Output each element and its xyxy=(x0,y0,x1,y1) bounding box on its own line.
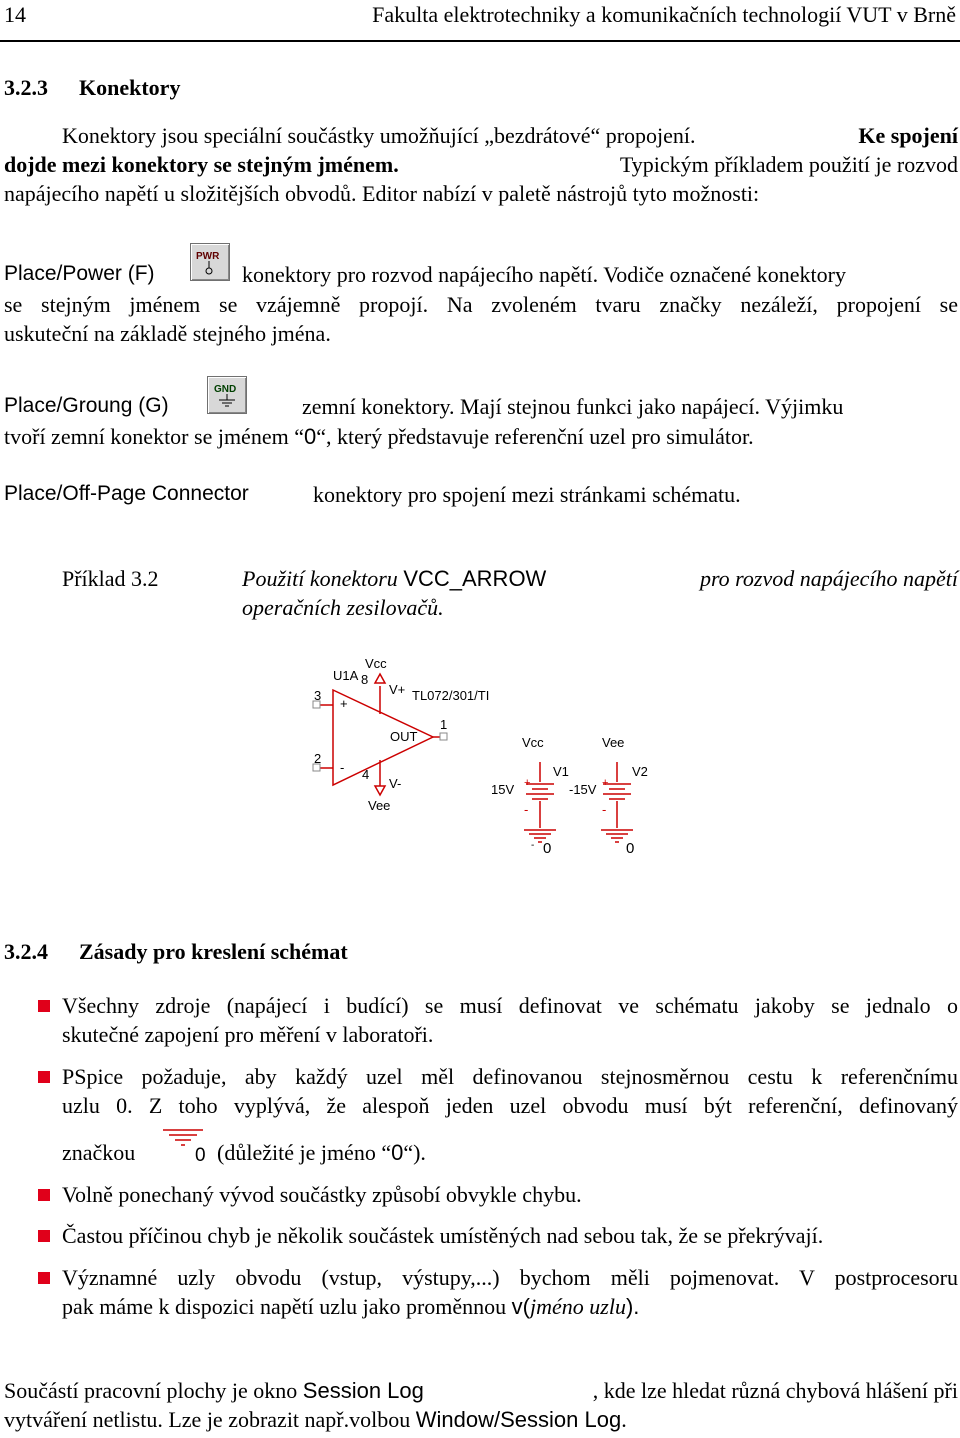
bold-span: Ke spojení xyxy=(858,123,958,148)
ground-symbol-label: 0 xyxy=(195,1145,206,1166)
bullet-text: Volně ponechaný vývod součástky způsobí obvykle chybu. xyxy=(62,1182,582,1207)
ground-tool-button[interactable] xyxy=(207,376,247,414)
src1-plus: + xyxy=(524,777,531,789)
minus-input-label: - xyxy=(340,760,345,775)
opamp-name: U1A xyxy=(333,668,359,683)
src2-minus: - xyxy=(602,802,607,817)
text-span: Typickým příkladem použití je rozvod xyxy=(619,152,958,177)
ground-text-line2 xyxy=(4,423,958,451)
ground2-label: 0 xyxy=(626,840,635,857)
code-span: v( xyxy=(511,1294,530,1319)
plus-input-label: + xyxy=(340,696,348,711)
text-span: , kde lze hledat různá chybová hlášení při xyxy=(592,1378,958,1403)
ground-icon-text: GND xyxy=(214,384,237,395)
vminus-label: V- xyxy=(389,776,402,791)
vee-bottom-label: Vee xyxy=(368,798,391,813)
pin-3-label: 3 xyxy=(314,688,322,703)
power-icon-text: PWR xyxy=(196,251,220,262)
section-number: 3.2.3 xyxy=(4,75,48,100)
ground-command: Place/Groung (G) xyxy=(4,394,169,417)
ground-text-line1: zemní konektory. Mají stejnou funkci jako napájecí. Výjimku xyxy=(302,394,844,419)
bullet-text xyxy=(62,1294,639,1320)
text-span: tvoří zemní konektor se jménem “ xyxy=(4,424,304,449)
bullet-text: Všechny zdroje (napájecí i budící) se musí definovat ve schématu jakoby se jednalo o xyxy=(62,993,958,1018)
vcc-top-label: Vcc xyxy=(365,656,387,671)
pin-8-label: 8 xyxy=(361,672,369,687)
header-rule xyxy=(0,40,960,42)
text-span: Použití konektoru xyxy=(242,566,398,591)
zero-name: 0 xyxy=(303,424,317,449)
src1-net-label: Vcc xyxy=(522,735,544,750)
src1-value: 15V xyxy=(491,782,515,797)
opamp-schematic xyxy=(300,650,670,865)
src2-name: V2 xyxy=(632,764,648,779)
src2-value: -15V xyxy=(569,782,597,797)
code-span: VCC_ARROW xyxy=(403,566,547,591)
section-number: 3.2.4 xyxy=(4,939,48,964)
italic-span: jméno uzlu xyxy=(530,1294,626,1319)
text-span: vytváření netlistu. Lze je zobrazit např.volbou xyxy=(4,1407,411,1432)
vplus-label: V+ xyxy=(389,682,406,697)
offpage-command: Place/Off-Page Connector xyxy=(4,482,249,505)
bullet-marker xyxy=(38,1230,50,1242)
text-span: . xyxy=(621,1407,627,1432)
text-span: pro rozvod napájecího napětí xyxy=(699,566,958,591)
text-span: Konektory jsou speciální součástky umožňující „bezdrátové“ propojení. xyxy=(62,123,696,148)
pin-1-label: 1 xyxy=(440,717,448,732)
pin-2-label: 2 xyxy=(314,751,322,766)
pin-connector xyxy=(440,733,447,740)
power-text-line1: konektory pro rozvod napájecího napětí. Vodiče označené konektory xyxy=(242,262,846,287)
section-title: Zásady pro kreslení schémat xyxy=(79,939,348,964)
example-label: Příklad 3.2 xyxy=(62,566,159,591)
header-title: Fakulta elektrotechniky a komunikačních technologií VUT v Brně xyxy=(372,2,956,27)
power-text-line3: uskuteční na základě stejného jména. xyxy=(4,321,331,346)
power-text-line2: se stejným jménem se vzájemně propojí. Na zvoleném tvaru značky nezáleží, propojení se xyxy=(4,292,958,317)
page-number: 14 xyxy=(4,2,26,27)
bullet-marker xyxy=(38,1071,50,1083)
code-span: Window/Session Log xyxy=(415,1407,622,1432)
bullet-text: Častou příčinou chyb je několik součástek umístěných nad sebou tak, že se překrývají. xyxy=(62,1223,824,1248)
text-span: Součástí pracovní plochy je okno xyxy=(4,1378,298,1403)
src1-minus: - xyxy=(524,802,529,817)
power-icon xyxy=(191,244,229,280)
bold-span: dojde mezi konektory se stejným jménem. xyxy=(4,152,399,177)
ground1-label: 0 xyxy=(543,840,552,857)
bullet-text: skutečné zapojení pro měření v laboratoři. xyxy=(62,1022,434,1047)
paragraph-line: napájecího napětí u složitějších obvodů. Editor nabízí v paletě nástrojů tyto možnosti: xyxy=(4,181,760,206)
text-span: pak máme k dispozici napětí uzlu jako proměnnou xyxy=(62,1294,507,1319)
src2-plus: + xyxy=(602,777,609,789)
vee-arrow-icon xyxy=(375,786,385,795)
code-span: Session Log xyxy=(302,1378,424,1403)
bullet-text: Významné uzly obvodu (vstup, výstupy,...) bychom měli pojmenovat. V postprocesoru xyxy=(62,1265,958,1290)
vcc-arrow-icon xyxy=(375,674,385,683)
bullet-text: značkou xyxy=(62,1140,136,1165)
zero-name: 0 xyxy=(391,1140,404,1165)
pin-4-label: 4 xyxy=(362,767,370,782)
src1-name: V1 xyxy=(553,764,569,779)
example-caption-line1 xyxy=(242,566,958,592)
out-label: OUT xyxy=(390,729,418,744)
power-tool-button[interactable] xyxy=(190,243,230,281)
text-span: “, který představuje referenční uzel pro simulátor. xyxy=(316,424,754,449)
src2-net-label: Vee xyxy=(602,735,625,750)
offpage-text: konektory pro spojení mezi stránkami schématu. xyxy=(313,482,741,507)
section-title: Konektory xyxy=(79,75,181,100)
bullet-text: uzlu 0. Z toho vyplývá, že alespoň jeden uzel obvodu musí být referenční, definovaný xyxy=(62,1093,958,1118)
bullet-marker xyxy=(38,1000,50,1012)
opamp-triangle xyxy=(333,690,433,785)
text-span: (důležité je jméno “ xyxy=(217,1140,392,1165)
ground-zero-symbol-icon xyxy=(158,1126,214,1166)
text-span: “). xyxy=(403,1140,426,1165)
example-caption-line2: operačních zesilovačů. xyxy=(242,595,444,620)
bullet-text xyxy=(217,1140,426,1166)
footer-line2 xyxy=(4,1407,627,1433)
bullet-marker xyxy=(38,1272,50,1284)
opamp-model: TL072/301/TI xyxy=(412,688,490,703)
power-command: Place/Power (F) xyxy=(4,262,155,285)
ground1-dash: - xyxy=(531,840,535,851)
code-span: ). xyxy=(625,1294,640,1319)
bullet-marker xyxy=(38,1189,50,1201)
bullet-text: PSpice požaduje, aby každý uzel měl definovanou stejnosměrnou cestu k referenčnímu xyxy=(62,1064,958,1089)
footer-line1 xyxy=(4,1378,958,1404)
ground-icon xyxy=(208,377,246,413)
